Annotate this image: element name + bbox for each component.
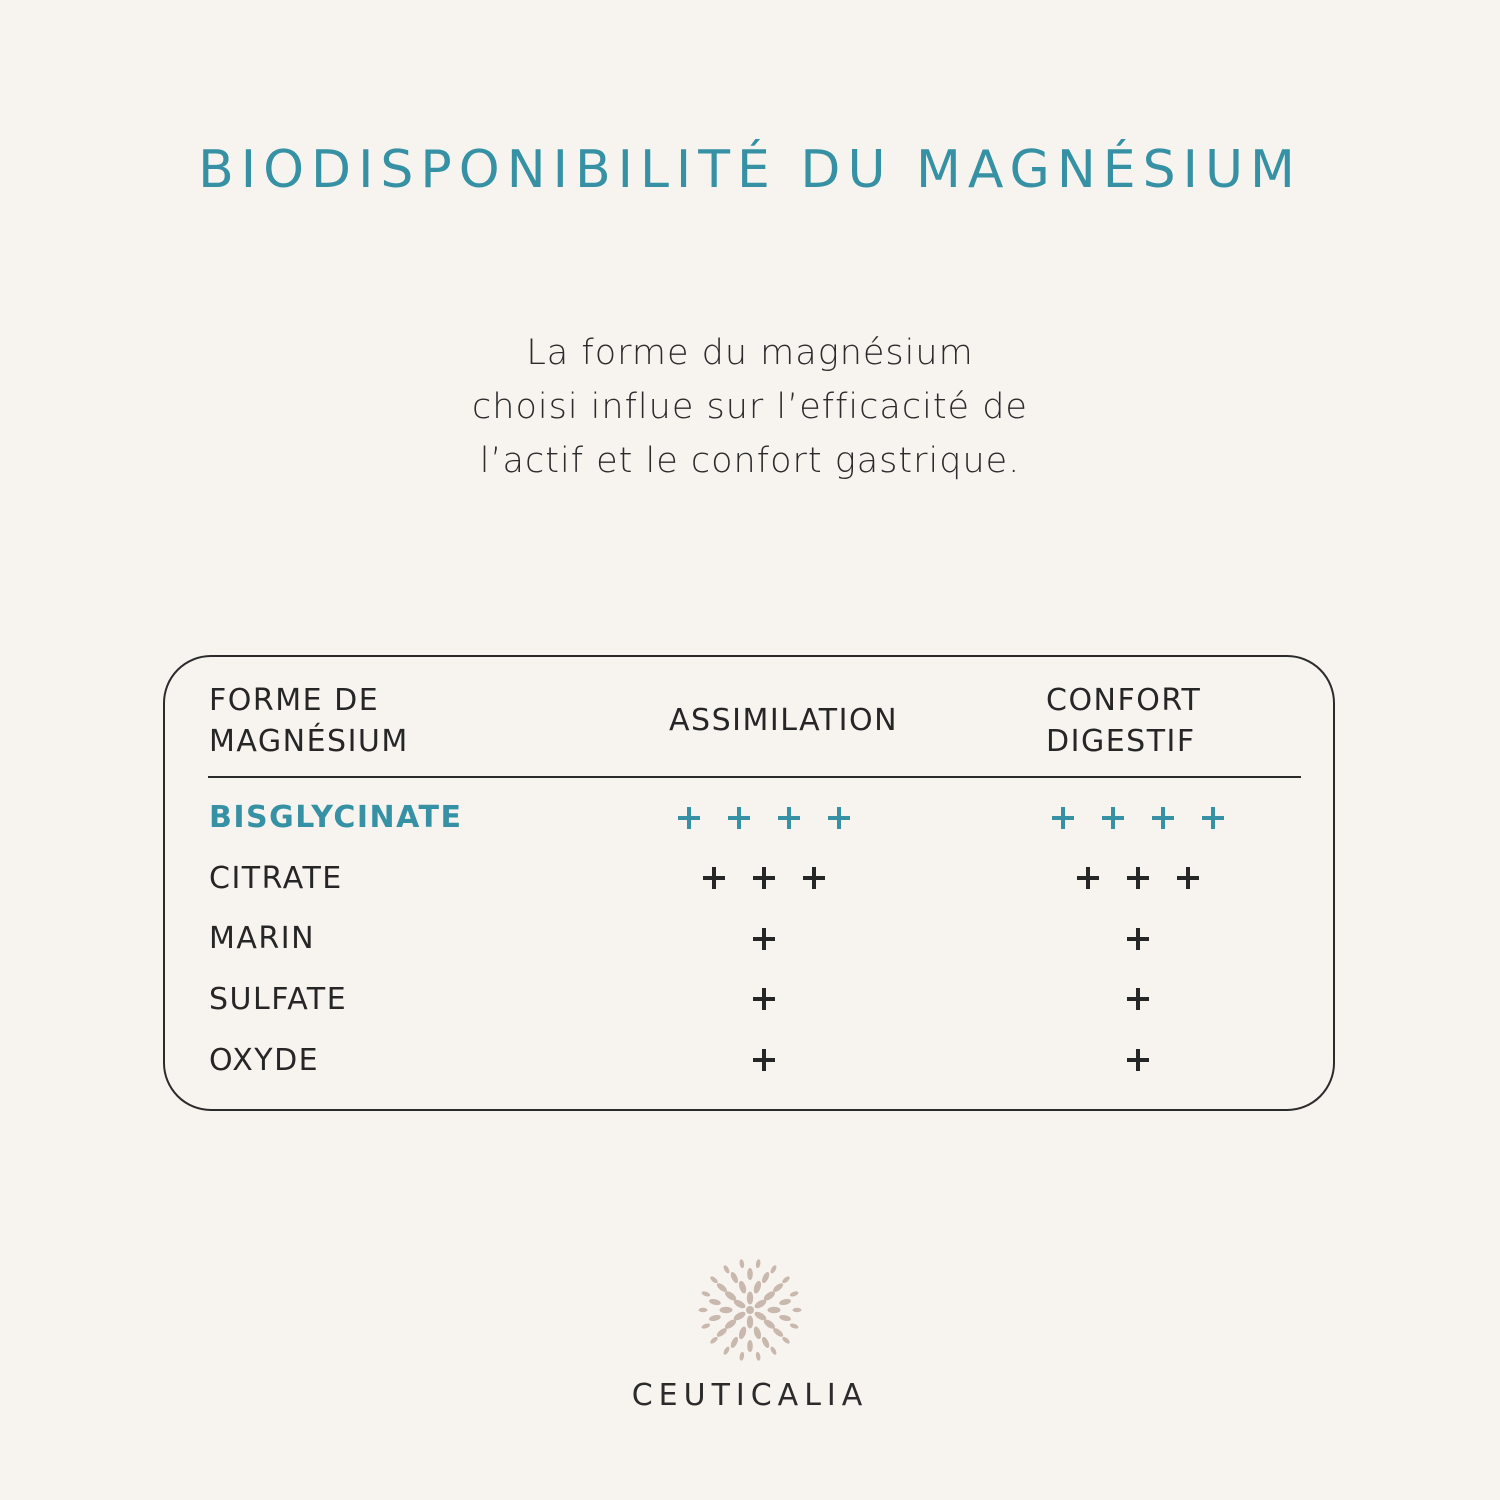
plus-icon [1127,928,1149,950]
plus-icon [703,867,725,889]
logo-petal [781,1336,791,1345]
logo-petal [747,1268,753,1280]
logo-petal [760,1336,770,1349]
logo-petal [747,1340,753,1352]
logo-petal [768,1307,781,1313]
row-label-sulfate: SULFATE [209,982,348,1017]
plus-icon [753,867,775,889]
logo-petal [722,1264,730,1274]
logo-petal [709,1336,719,1345]
intro-line: choisi influe sur l’efficacité de [472,387,1028,427]
page-title: BIODISPONIBILITÉ DU MAGNÉSIUM [198,140,1302,200]
header-form-line2: MAGNÉSIUM [209,724,409,759]
plus-icon [778,807,800,829]
header-divider [208,776,1301,778]
plus-icon [1127,867,1149,889]
plus-icon [753,988,775,1010]
header-confort-line1: CONFORT [1046,683,1202,718]
plus-icon [803,867,825,889]
logo-petal [769,1264,777,1274]
logo-petal [739,1351,745,1361]
plus-icon [678,807,700,829]
header-form-line1: FORME DE [209,683,380,718]
logo-petal [729,1336,739,1349]
intro-line: l’actif et le confort gastrique. [479,441,1021,481]
logo-petal [709,1275,719,1284]
plus-icon [753,1049,775,1071]
logo-petal [789,1322,799,1329]
flower-mandala-icon [695,1255,805,1365]
logo-petal [760,1271,770,1284]
row-label-oxyde: OXYDE [209,1043,320,1078]
intro-line: La forme du magnésium [526,333,974,373]
plus-icon [1077,867,1099,889]
plus-icon [1102,807,1124,829]
logo-petal [781,1275,791,1284]
logo-petal [720,1307,733,1313]
plus-icon [1052,807,1074,829]
logo-petal [789,1290,799,1297]
logo-petal [729,1271,739,1284]
intro-text [350,326,1150,488]
logo-petal [755,1259,761,1269]
brand-name: CEUTICALIA [631,1378,869,1413]
logo-petal [755,1351,761,1361]
logo-petal [793,1308,802,1312]
logo-petal [752,1326,762,1340]
logo-petal [738,1326,748,1340]
header-assimilation [669,700,898,741]
header-assimilation-label: ASSIMILATION [669,703,899,738]
plus-icon [1127,1049,1149,1071]
plus-icon [1177,867,1199,889]
logo-petal [699,1308,708,1312]
logo-petal [708,1314,721,1322]
row-label-marin: MARIN [209,921,316,956]
logo-petal [701,1322,711,1329]
logo-petal [738,1280,748,1294]
logo-petal [747,1316,753,1329]
header-confort [1046,680,1201,762]
plus-icon [728,807,750,829]
logo-center [746,1306,754,1314]
logo-petal [739,1259,745,1269]
logo-petal [779,1314,792,1322]
plus-icon [1127,988,1149,1010]
header-form [209,680,409,762]
logo-petal [701,1290,711,1297]
header-confort-line2: DIGESTIF [1046,724,1196,759]
row-label-bisglycinate: BISGLYCINATE [209,800,463,835]
logo-petal [747,1292,753,1305]
row-label-citrate: CITRATE [209,861,343,896]
logo-petal [752,1280,762,1294]
plus-icon [1152,807,1174,829]
logo-petal [779,1298,792,1306]
plus-icon [828,807,850,829]
plus-icon [1202,807,1224,829]
logo-petal [722,1346,730,1356]
logo-petal [769,1346,777,1356]
logo-petal [708,1298,721,1306]
plus-icon [753,928,775,950]
